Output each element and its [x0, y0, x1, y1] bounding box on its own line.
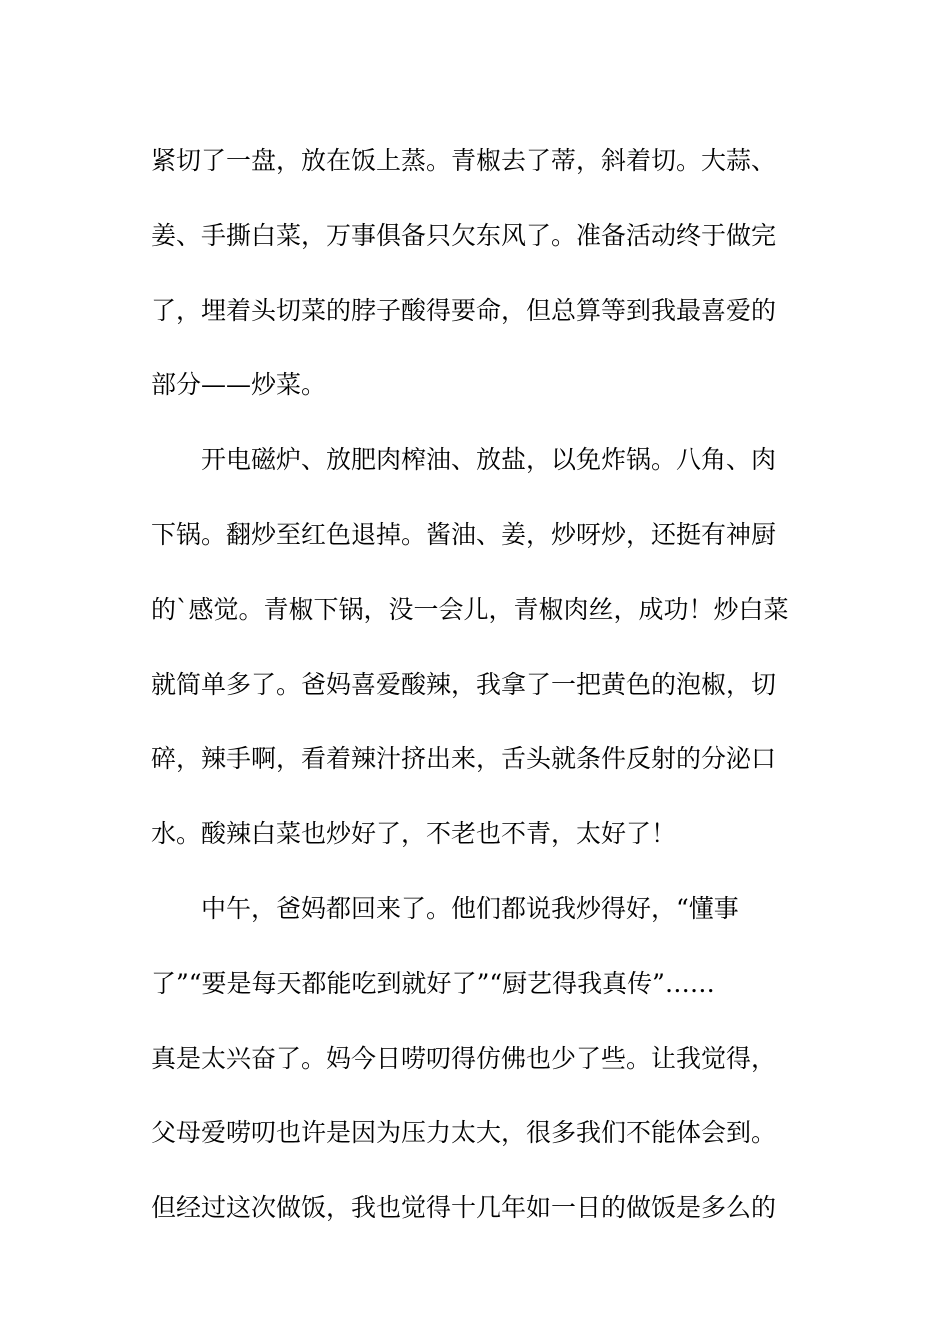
text-line: 真是太兴奋了。妈今日唠叨得仿佛也少了些。让我觉得， [151, 1043, 777, 1073]
text-line: 碎，辣手啊，看着辣汁挤出来，舌头就条件反射的分泌口 [151, 744, 777, 774]
text-line: 水。酸辣白菜也炒好了，不老也不青，太好了！ [151, 819, 677, 849]
text-line: 了”“要是每天都能吃到就好了”“厨艺得我真传”…… [151, 968, 715, 998]
paragraph-start-line: 开电磁炉、放肥肉榨油、放盐，以免炸锅。八角、肉 [201, 445, 777, 475]
paragraph-start-line: 中午，爸妈都回来了。他们都说我炒得好，“懂事 [201, 893, 739, 923]
text-line: 但经过这次做饭，我也觉得十几年如一日的做饭是多么的 [151, 1193, 777, 1223]
text-line: 下锅。翻炒至红色退掉。酱油、姜，炒呀炒，还挺有神厨 [151, 519, 777, 549]
text-line: 了，埋着头切菜的脖子酸得要命，但总算等到我最喜爱的 [151, 295, 777, 325]
text-line: 姜、手撕白菜，万事俱备只欠东风了。准备活动终于做完 [151, 220, 777, 250]
text-line: 的`感觉。青椒下锅，没一会儿，青椒肉丝，成功！炒白菜 [151, 594, 789, 624]
text-line: 紧切了一盘，放在饭上蒸。青椒去了蒂，斜着切。大蒜、 [151, 146, 777, 175]
text-line: 部分——炒菜。 [151, 370, 327, 400]
text-line: 就简单多了。爸妈喜爱酸辣，我拿了一把黄色的泡椒，切 [151, 669, 777, 699]
body-text [151, 124, 811, 1246]
text-line: 父母爱唠叨也许是因为压力太大，很多我们不能体会到。 [151, 1118, 777, 1148]
